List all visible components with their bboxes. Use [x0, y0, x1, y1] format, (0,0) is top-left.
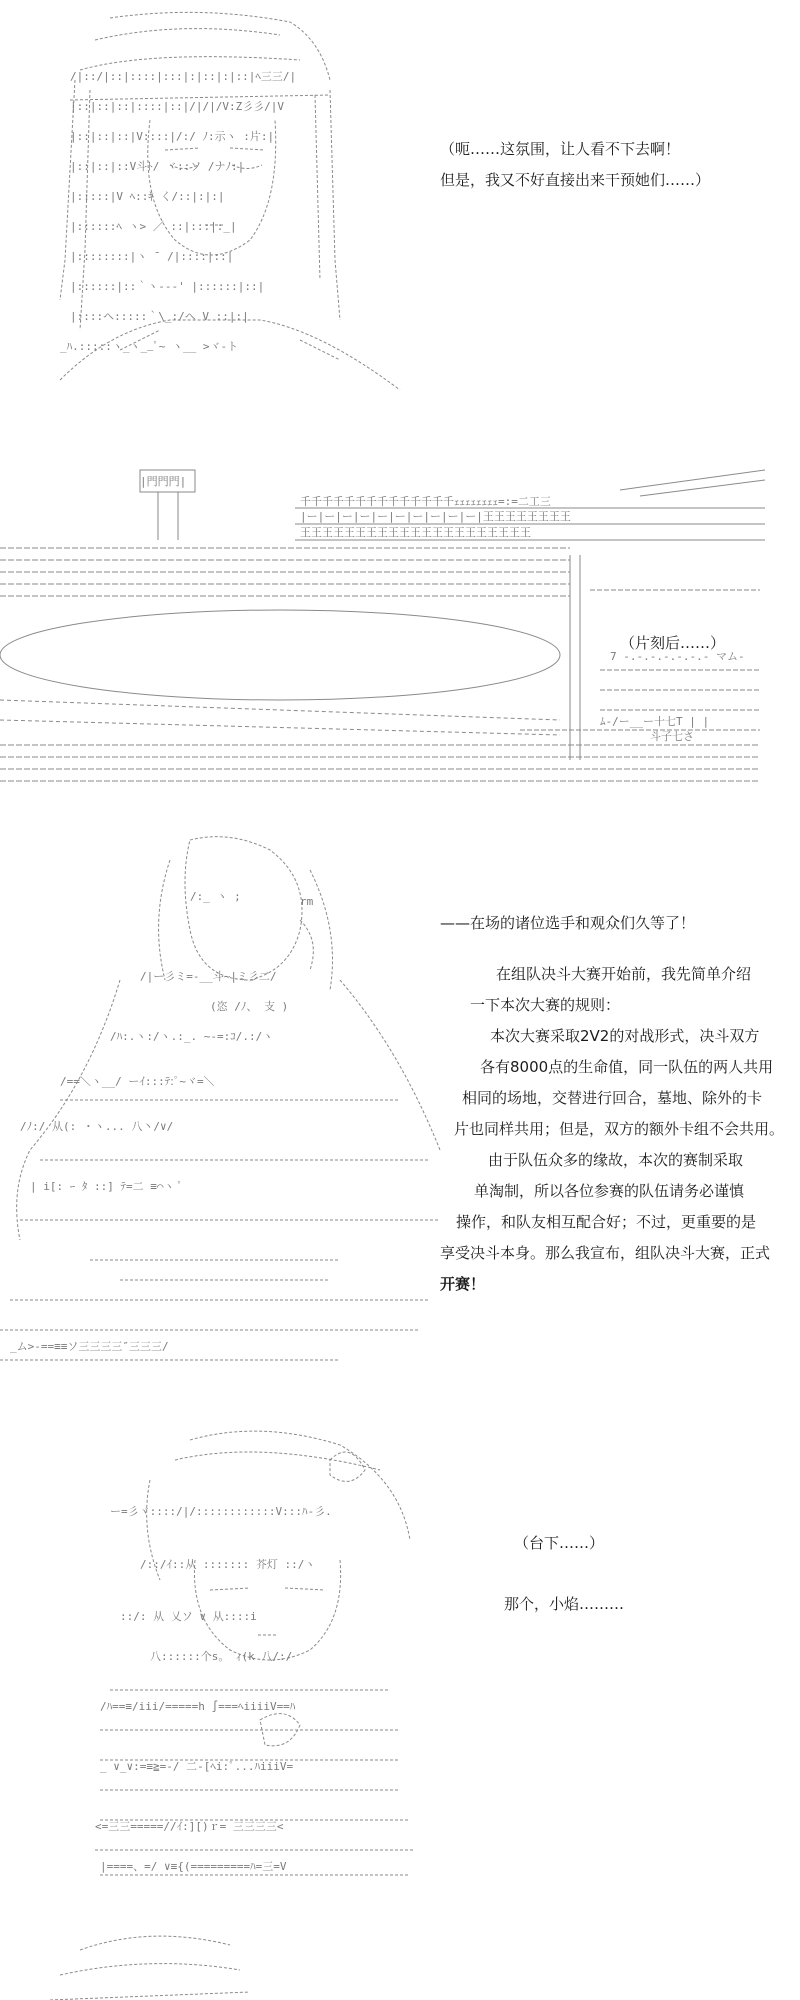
monologue-text: [440, 134, 710, 196]
speech-line-11: 操作，和队友相互配合好；不过，更重要的是: [456, 1213, 757, 1231]
svg-text:/ﾉ:/ 从(: ・ヽ... 八丶/∨/: /ﾉ:/ 从(: ・ヽ... 八丶/∨/: [20, 1120, 174, 1133]
ascii-art-girl-portrait: [0, 0, 800, 400]
svg-text:/|::/|::|::::|:::|:|::|:|::|ﾍ三: /|::/|::|::::|:::|:|::|:|::|ﾍ三三/|: [70, 70, 297, 83]
speech-line-4: 一下本次大赛的规则：: [470, 996, 621, 1014]
svg-text:/ﾊ:.ヽ:/ヽ.:_. ~-=:ｺ/.:/ヽ: /ﾊ:.ヽ:/ヽ.:_. ~-=:ｺ/.:/ヽ: [110, 1030, 274, 1043]
svg-text:|門門門|: |門門門|: [140, 475, 187, 488]
speech-line-9: 由于队伍众多的缘故，本次的赛制采取: [488, 1151, 744, 1169]
svg-text:rm: rm: [300, 895, 314, 908]
speech-line-12: 享受决斗本身。那么我宣布，组队决斗大赛，正式: [440, 1244, 771, 1262]
audience-dialog: [504, 1528, 624, 1620]
panel-4: [0, 1420, 800, 1900]
speech-line-10: 单淘制，所以各位参赛的队伍请务必谨慎: [474, 1182, 745, 1200]
speech-line-5: 本次大赛采取2V2的对战形式，决斗双方: [490, 1027, 760, 1045]
audience-line-3: 那个，小焰………: [504, 1595, 625, 1613]
speech-line-6: 各有8000点的生命值，同一队伍的两人共用: [480, 1058, 774, 1076]
speech-line-8: 片也同样共用；但是，双方的额外卡组不会共用。: [454, 1120, 785, 1138]
svg-text:|::::::ﾍ ヽ> ／ ::|:::|:_|: |::::::ﾍ ヽ> ／ ::|:::|:_|: [70, 220, 237, 233]
svg-text:/:_ ヽ ;: /:_ ヽ ;: [190, 890, 241, 903]
svg-text:|ー|ー|ー|ー|ー|ー|ー|ー|ー|ー|王王王王王王王王: |ー|ー|ー|ー|ー|ー|ー|ー|ー|ー|王王王王王王王王: [300, 510, 571, 523]
speech-line-2: [440, 939, 784, 959]
monologue-line-2: 但是，我又不好直接出来干预她们……）: [440, 171, 711, 189]
svg-text:|::|::|::|::::|::|/|/|/V:Z彡彡/|: |::|::|::|::::|::|/|/|/V:Z彡彡/|V: [70, 100, 285, 113]
svg-text:_ム>‐==≡≡ソ三三三三″三三三/: _ム>‐==≡≡ソ三三三三″三三三/: [10, 1340, 169, 1353]
svg-text:7 -.-.-.-.-.-.- マム-: 7 -.-.-.-.-.-.- マム-: [610, 650, 745, 663]
svg-text:(恣 /ﾉ、 支 ): (恣 /ﾉ、 支 ): [210, 1000, 289, 1013]
caption-moments-later: （片刻后……）: [620, 634, 726, 652]
svg-text:|::::::|::｀ヽ--‐' |::::::|::|: |::::::|::｀ヽ--‐' |::::::|::|: [70, 280, 265, 293]
svg-text:ー=彡ヾ::::/|/::::::::::::V:::ﾊ-彡: ー=彡ヾ::::/|/::::::::::::V:::ﾊ-彡.: [110, 1505, 332, 1518]
svg-text:斗子七さ: 斗子七さ: [650, 730, 694, 743]
panel-3: [0, 830, 800, 1390]
svg-text:_ ∨_∨:=≡≧=-/ 二‐[ﾍi:ﾟ...ﾊiiiV=: _ ∨_∨:=≡≧=-/ 二‐[ﾍi:ﾟ...ﾊiiiV=: [100, 1760, 294, 1773]
svg-text:/|ー彡ミ=-__斗~|ミ彡二/: /|ー彡ミ=-__斗~|ミ彡二/: [140, 970, 277, 983]
svg-text:ﾑ-/ー__ー十七T | |: ﾑ-/ー__ー十七T | |: [600, 715, 710, 728]
speech-line-1: ——在场的诸位选手和观众们久等了！: [440, 914, 696, 932]
monologue-line-1: （呃……这氛围，让人看不下去啊！: [440, 140, 681, 158]
speech-line-7: 相同的场地，交替进行回合，墓地、除外的卡: [462, 1089, 763, 1107]
panel-5-partial: [0, 1920, 800, 2000]
svg-text:|::::ヘ:::::｀\_:/ヘ V ::|:|: |::::ヘ:::::｀\_:/ヘ V ::|:|: [70, 310, 249, 323]
svg-text:|::::::::|ヽ ¯ /|::::|::|: |::::::::|ヽ ¯ /|::::|::|: [70, 250, 234, 263]
svg-text:/ﾊ==≡/iii/=====h ∫===ﾍiiiiV==ﾊ: /ﾊ==≡/iii/=====h ∫===ﾍiiiiV==ﾊ: [100, 1700, 296, 1713]
speech-line-3: 在组队决斗大赛开始前，我先简单介绍: [496, 965, 752, 983]
announcer-speech: [440, 908, 784, 1300]
svg-text:/==＼ヽ__/ ーｲ:::ﾃ:ﾟ~ヾ=＼: /==＼ヽ__/ ーｲ:::ﾃ:ﾟ~ヾ=＼: [60, 1075, 215, 1088]
svg-text:千千千千千千千千千千千千千千ｪｪｪｪｪｪｪｪ=:=二工三: 千千千千千千千千千千千千千千ｪｪｪｪｪｪｪｪ=:=二工三: [300, 495, 551, 508]
svg-text:/::/ｲ::从 ::::::: 芥灯 ::/ヽ: /::/ｲ::从 ::::::: 芥灯 ::/ヽ: [140, 1558, 316, 1571]
ascii-art-partial-head: [0, 1920, 800, 2000]
svg-text:|====、=/ ∨≡{(=========ﾊ=三=V: |====、=/ ∨≡{(=========ﾊ=三=V: [100, 1860, 287, 1873]
ascii-art-duel-arena: [0, 460, 800, 800]
speech-line-13: 开赛！: [440, 1275, 486, 1293]
svg-text:|:::::|V ﾍ::ｷ く/::|:|:|: |:::::|V ﾍ::ｷ く/::|:|:|: [70, 190, 225, 203]
svg-text:| i[: ｰ ﾀ ::] ﾃ=二 ≡⌒ヽ ﾟ: | i[: ｰ ﾀ ::] ﾃ=二 ≡⌒ヽ ﾟ: [30, 1180, 183, 1193]
svg-text:|::|::|::|V::::|/:/ ﾉ:示ヽ :片:|: |::|::|::|V::::|/:/ ﾉ:示ヽ :片:|: [70, 130, 275, 143]
svg-text:王王王王王王王王王王王王王王王王王王王王王: 王王王王王王王王王王王王王王王王王王王王王: [300, 526, 531, 539]
svg-text:::/: 从 乂ソ ∨ 从::::i: ::/: 从 乂ソ ∨ 从::::i: [120, 1610, 257, 1623]
panel-2: [0, 460, 800, 800]
audience-line-2: [504, 1559, 624, 1589]
svg-text:<=三三=====//ｲ:][)ｒ= 三三三三<: <=三三=====//ｲ:][)ｒ= 三三三三<: [95, 1820, 284, 1833]
svg-text:八::::::个s。 ｨ(k 八/:/: 八::::::个s。 ｨ(k 八/:/: [150, 1650, 293, 1663]
svg-text:_ﾊ.:::::ヽ_ヽ__ﾟ~ ヽ__ >ヾ-ト: _ﾊ.:::::ヽ_ヽ__ﾟ~ ヽ__ >ヾ-ト: [60, 340, 239, 353]
svg-text:|::|::|::V斗ﾄ/ ヾ::ソ /ナﾉ:|: |::|::|::V斗ﾄ/ ヾ::ソ /ナﾉ:|: [70, 160, 245, 173]
ascii-art-audience-girl: [0, 1420, 800, 1900]
audience-line-1: （台下……）: [514, 1534, 605, 1552]
panel-1: [0, 0, 800, 400]
